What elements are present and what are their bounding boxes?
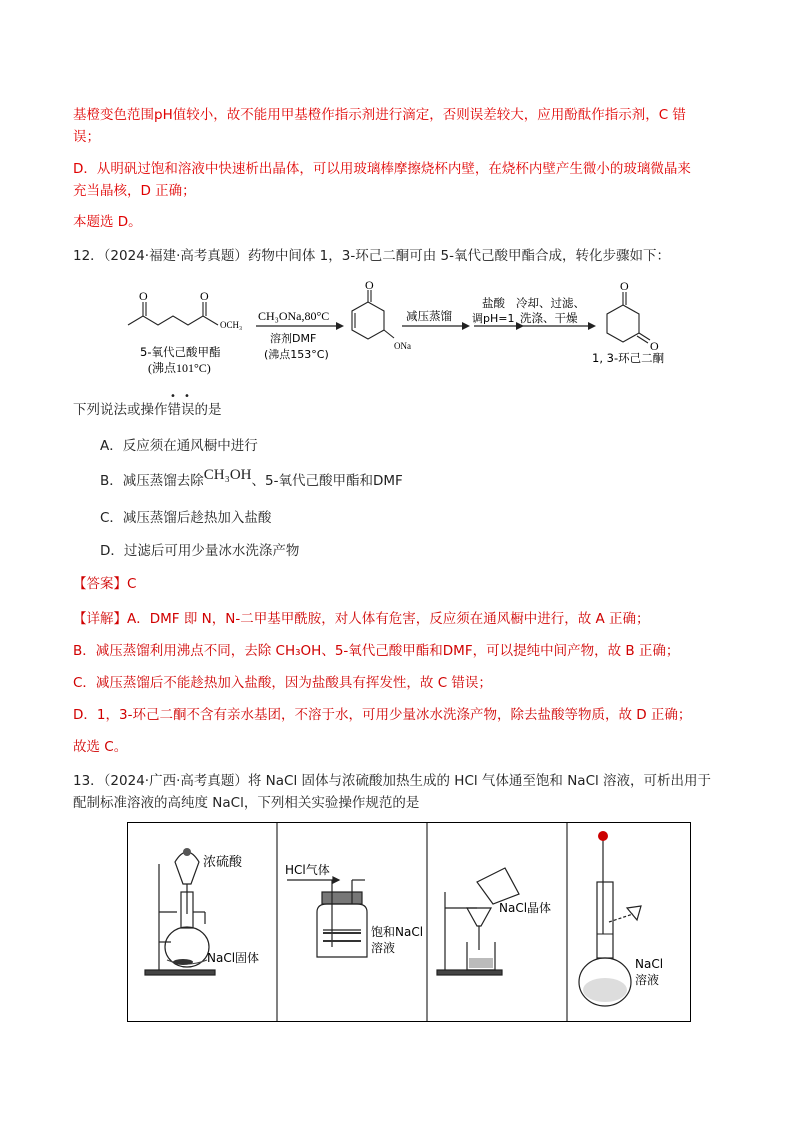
panel-d-label-sol: 溶液: [635, 973, 660, 987]
q13-apparatus-figure: [127, 822, 691, 1022]
step1-top: CH₃ONa,80°C: [258, 309, 330, 323]
panel-a-label-solid: NaCl固体: [207, 951, 260, 965]
step2: 减压蒸馏: [406, 309, 452, 323]
panel-c-label: NaCl晶体: [499, 901, 552, 915]
intermediate-structure: [352, 290, 394, 339]
step4-top: 冷却、过滤、: [516, 296, 585, 310]
panel-a-label-acid: 浓硫酸: [203, 855, 243, 870]
step4-bottom: 洗涤、干燥: [520, 311, 578, 325]
q12-detail-b: B．减压蒸馏利用沸点不同，去除 CH₃OH、5-氧代己酸甲酯和DMF，可以提纯中间产物，故 B 正确；: [73, 643, 680, 659]
intermediate-o: O: [365, 280, 374, 292]
product-name: 1, 3-环己二酮: [592, 351, 665, 365]
q12-question: 下列说法或操作错误的是: [73, 402, 222, 418]
q12-detail-c: C．减压蒸馏后不能趁热加入盐酸，因为盐酸具有挥发性，故 C 错误；: [73, 675, 492, 691]
reactant-o1: O: [139, 289, 148, 303]
panel-a-apparatus: [145, 852, 215, 975]
q12-stem: 12．（2024·福建·高考真题）药物中间体 1，3-环己二酮可由 5-氧代己酸甲酯合成，转化步骤如下：: [73, 248, 670, 264]
intermediate-ona: ONa: [394, 341, 411, 351]
q12-option-b[interactable]: [100, 467, 403, 492]
reactant-structure: [128, 302, 218, 325]
q13-stem-line2: 配制标准溶液的高纯度 NaCl，下列相关实验操作规范的是: [73, 795, 420, 811]
step1-bottom2: (沸点153°C): [264, 348, 329, 361]
step3-top: 盐酸: [482, 296, 505, 310]
q12-option-d[interactable]: D．过滤后可用少量冰水洗涤产物: [100, 543, 300, 559]
q13-stem-line1: 13．（2024·广西·高考真题）将 NaCl 固体与浓硫酸加热生成的 HCl 气体通至饱和 NaCl 溶液，可析出用于: [73, 773, 712, 789]
q12-reaction-scheme: [118, 280, 678, 380]
reactant-o2: O: [200, 289, 209, 303]
reactant-och3: OCH₃: [220, 320, 243, 330]
emphasis-dot-1: •: [170, 391, 176, 402]
q12-detail-a: 【详解】A．DMF 即 N，N-二甲基甲酰胺，对人体有危害，反应须在通风橱中进行，故 A 正确；: [73, 611, 650, 627]
product-structure: [607, 292, 650, 343]
product-o1: O: [620, 280, 629, 293]
q12-option-b-tail: 、5-氧代己酸甲酯和DMF: [251, 473, 403, 489]
prev-explanation-line2: 误；: [73, 129, 100, 145]
q12-detail-conclusion: 故选 C。: [73, 739, 128, 755]
q12-answer: 【答案】C: [73, 576, 137, 592]
reactant-name: 5-氧代己酸甲酯: [140, 345, 221, 359]
emphasis-dot-2: •: [184, 391, 190, 402]
prev-explanation-line1: 基橙变色范围pH值较小，故不能用甲基橙作指示剂进行滴定，否则误差较大，应用酚酞作指示剂，C 错: [73, 107, 686, 123]
step3-bottom: 调pH=1: [472, 312, 515, 325]
step1-bottom1: 溶剂DMF: [270, 332, 317, 345]
reactant-bp: (沸点101°C): [148, 361, 211, 375]
panel-b-label-gas: HCl气体: [285, 863, 330, 877]
prev-explanation-line3: D．从明矾过饱和溶液中快速析出晶体，可以用玻璃棒摩擦烧杯内壁，在烧杯内壁产生微小的玻璃微晶来: [73, 161, 691, 177]
prev-explanation-line5: 本题选 D。: [73, 214, 142, 230]
q12-option-c[interactable]: C．减压蒸馏后趁热加入盐酸: [100, 510, 272, 526]
panel-b-apparatus: [287, 877, 367, 957]
q12-detail-d: D．1，3-环己二酮不含有亲水基团，不溶于水，可用少量冰水洗涤产物，除去盐酸等物质，故 D 正确；: [73, 707, 692, 723]
panel-b-label-sol: 溶液: [371, 941, 396, 955]
panel-b-label-sat: 饱和NaCl: [371, 925, 424, 939]
product-o2: O: [650, 339, 659, 353]
q12-option-b-formula: CH₃OH: [203, 467, 252, 483]
q12-option-b-text: B．减压蒸馏去除: [100, 473, 204, 489]
q12-option-a[interactable]: A．反应须在通风橱中进行: [100, 438, 258, 454]
prev-explanation-line4: 充当晶核，D 正确；: [73, 183, 196, 199]
panel-d-label-nacl: NaCl: [635, 957, 664, 971]
